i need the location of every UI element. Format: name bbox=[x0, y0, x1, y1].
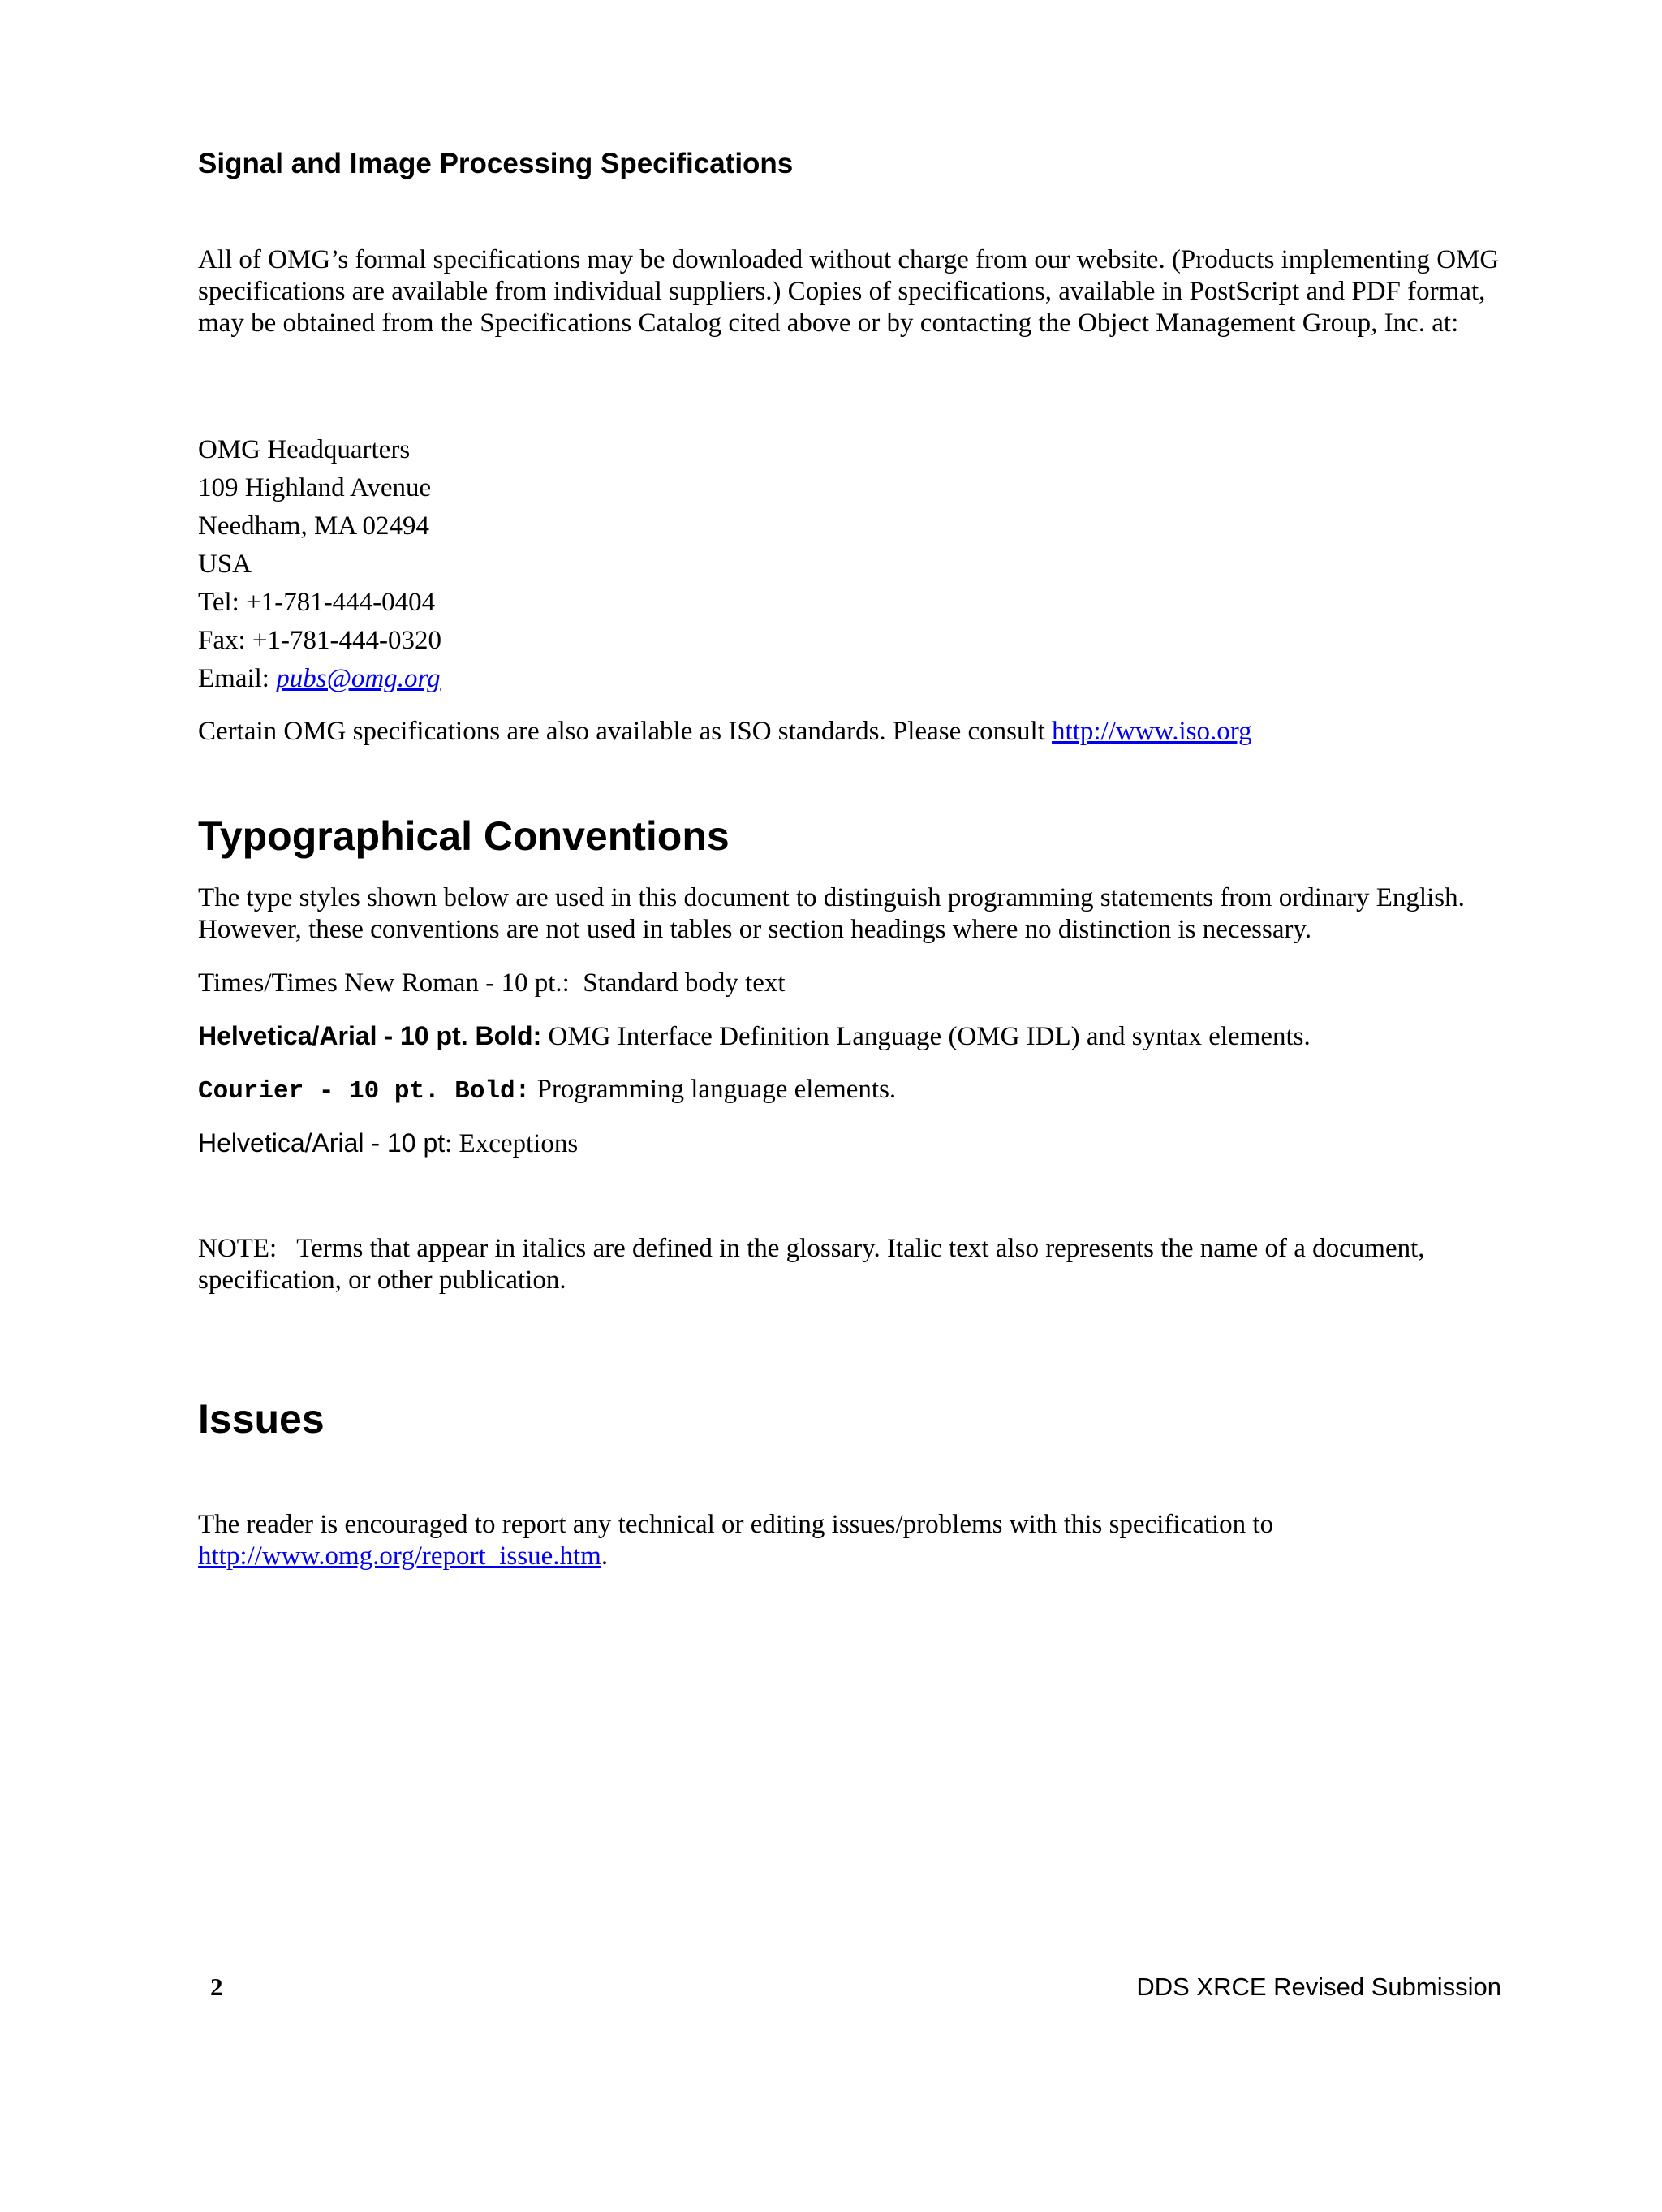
convention-courier-bold bbox=[198, 1074, 1513, 1110]
typographical-intro: The type styles shown below are used in this document to distinguish programming statements from ordinary English. However, these conventions are not used in tables or section headings where no distinction is necessary. bbox=[198, 883, 1465, 944]
issues-paragraph bbox=[198, 1509, 1513, 1572]
email-link[interactable]: pubs@omg.org bbox=[276, 664, 441, 693]
footer-doc-title: DDS XRCE Revised Submission bbox=[1136, 1973, 1501, 2001]
convention-sample-times: Times/Times New Roman - 10 pt.: bbox=[198, 968, 570, 998]
issues-period: . bbox=[601, 1542, 609, 1571]
page-number: 2 bbox=[210, 1973, 223, 2001]
address-country: USA bbox=[198, 550, 252, 579]
convention-desc-courier-bold: Programming language elements. bbox=[530, 1075, 897, 1104]
note-paragraph: NOTE: Terms that appear in italics are defined in the glossary. Italic text also represents the name of a document, specification, or other publication. bbox=[198, 1234, 1432, 1295]
issues-text: The reader is encouraged to report any technical or editing issues/problems with this specification to bbox=[198, 1510, 1274, 1539]
convention-desc-times: Standard body text bbox=[569, 968, 786, 998]
convention-sample-helvetica-bold: Helvetica/Arial - 10 pt. Bold: bbox=[198, 1021, 542, 1050]
address-fax: Fax: +1-781-444-0320 bbox=[198, 626, 441, 655]
address-org: OMG Headquarters bbox=[198, 435, 411, 464]
address-block bbox=[198, 431, 1513, 698]
section-heading-typographical: Typographical Conventions bbox=[198, 813, 730, 859]
convention-desc-helvetica: : Exceptions bbox=[445, 1129, 579, 1158]
address-street: 109 Highland Avenue bbox=[198, 473, 432, 502]
iso-text: Certain OMG specifications are also available as ISO standards. Please consult bbox=[198, 717, 1053, 746]
address-tel: Tel: +1-781-444-0404 bbox=[198, 588, 436, 617]
section-heading-signal-image: Signal and Image Processing Specifications bbox=[198, 148, 794, 179]
iso-link[interactable]: http://www.iso.org bbox=[1052, 717, 1252, 746]
convention-sample-courier-bold: Courier - 10 pt. Bold: bbox=[198, 1077, 531, 1106]
convention-desc-helvetica-bold: OMG Interface Definition Language (OMG IDL) and syntax elements. bbox=[541, 1022, 1311, 1051]
address-email-line bbox=[198, 660, 1513, 698]
specifications-paragraph: All of OMG’s formal specifications may be downloaded without charge from our website. (Products implementing OMG specifications are available from individual suppliers.) Copies of specifications, available in PostScript and PDF format, may be obtained from the Specifications Catalog cited above or by contacting the Object Management Group, Inc. at: bbox=[198, 245, 1500, 338]
email-label: Email: bbox=[198, 664, 277, 693]
report-issue-link[interactable]: http://www.omg.org/report_issue.htm bbox=[198, 1542, 601, 1571]
convention-sample-helvetica: Helvetica/Arial - 10 pt bbox=[198, 1128, 446, 1158]
convention-times bbox=[198, 968, 1513, 999]
convention-helvetica bbox=[198, 1128, 1513, 1164]
section-heading-issues: Issues bbox=[198, 1396, 325, 1442]
iso-paragraph bbox=[198, 716, 1513, 748]
address-city: Needham, MA 02494 bbox=[198, 511, 430, 541]
convention-helvetica-bold bbox=[198, 1020, 1513, 1057]
